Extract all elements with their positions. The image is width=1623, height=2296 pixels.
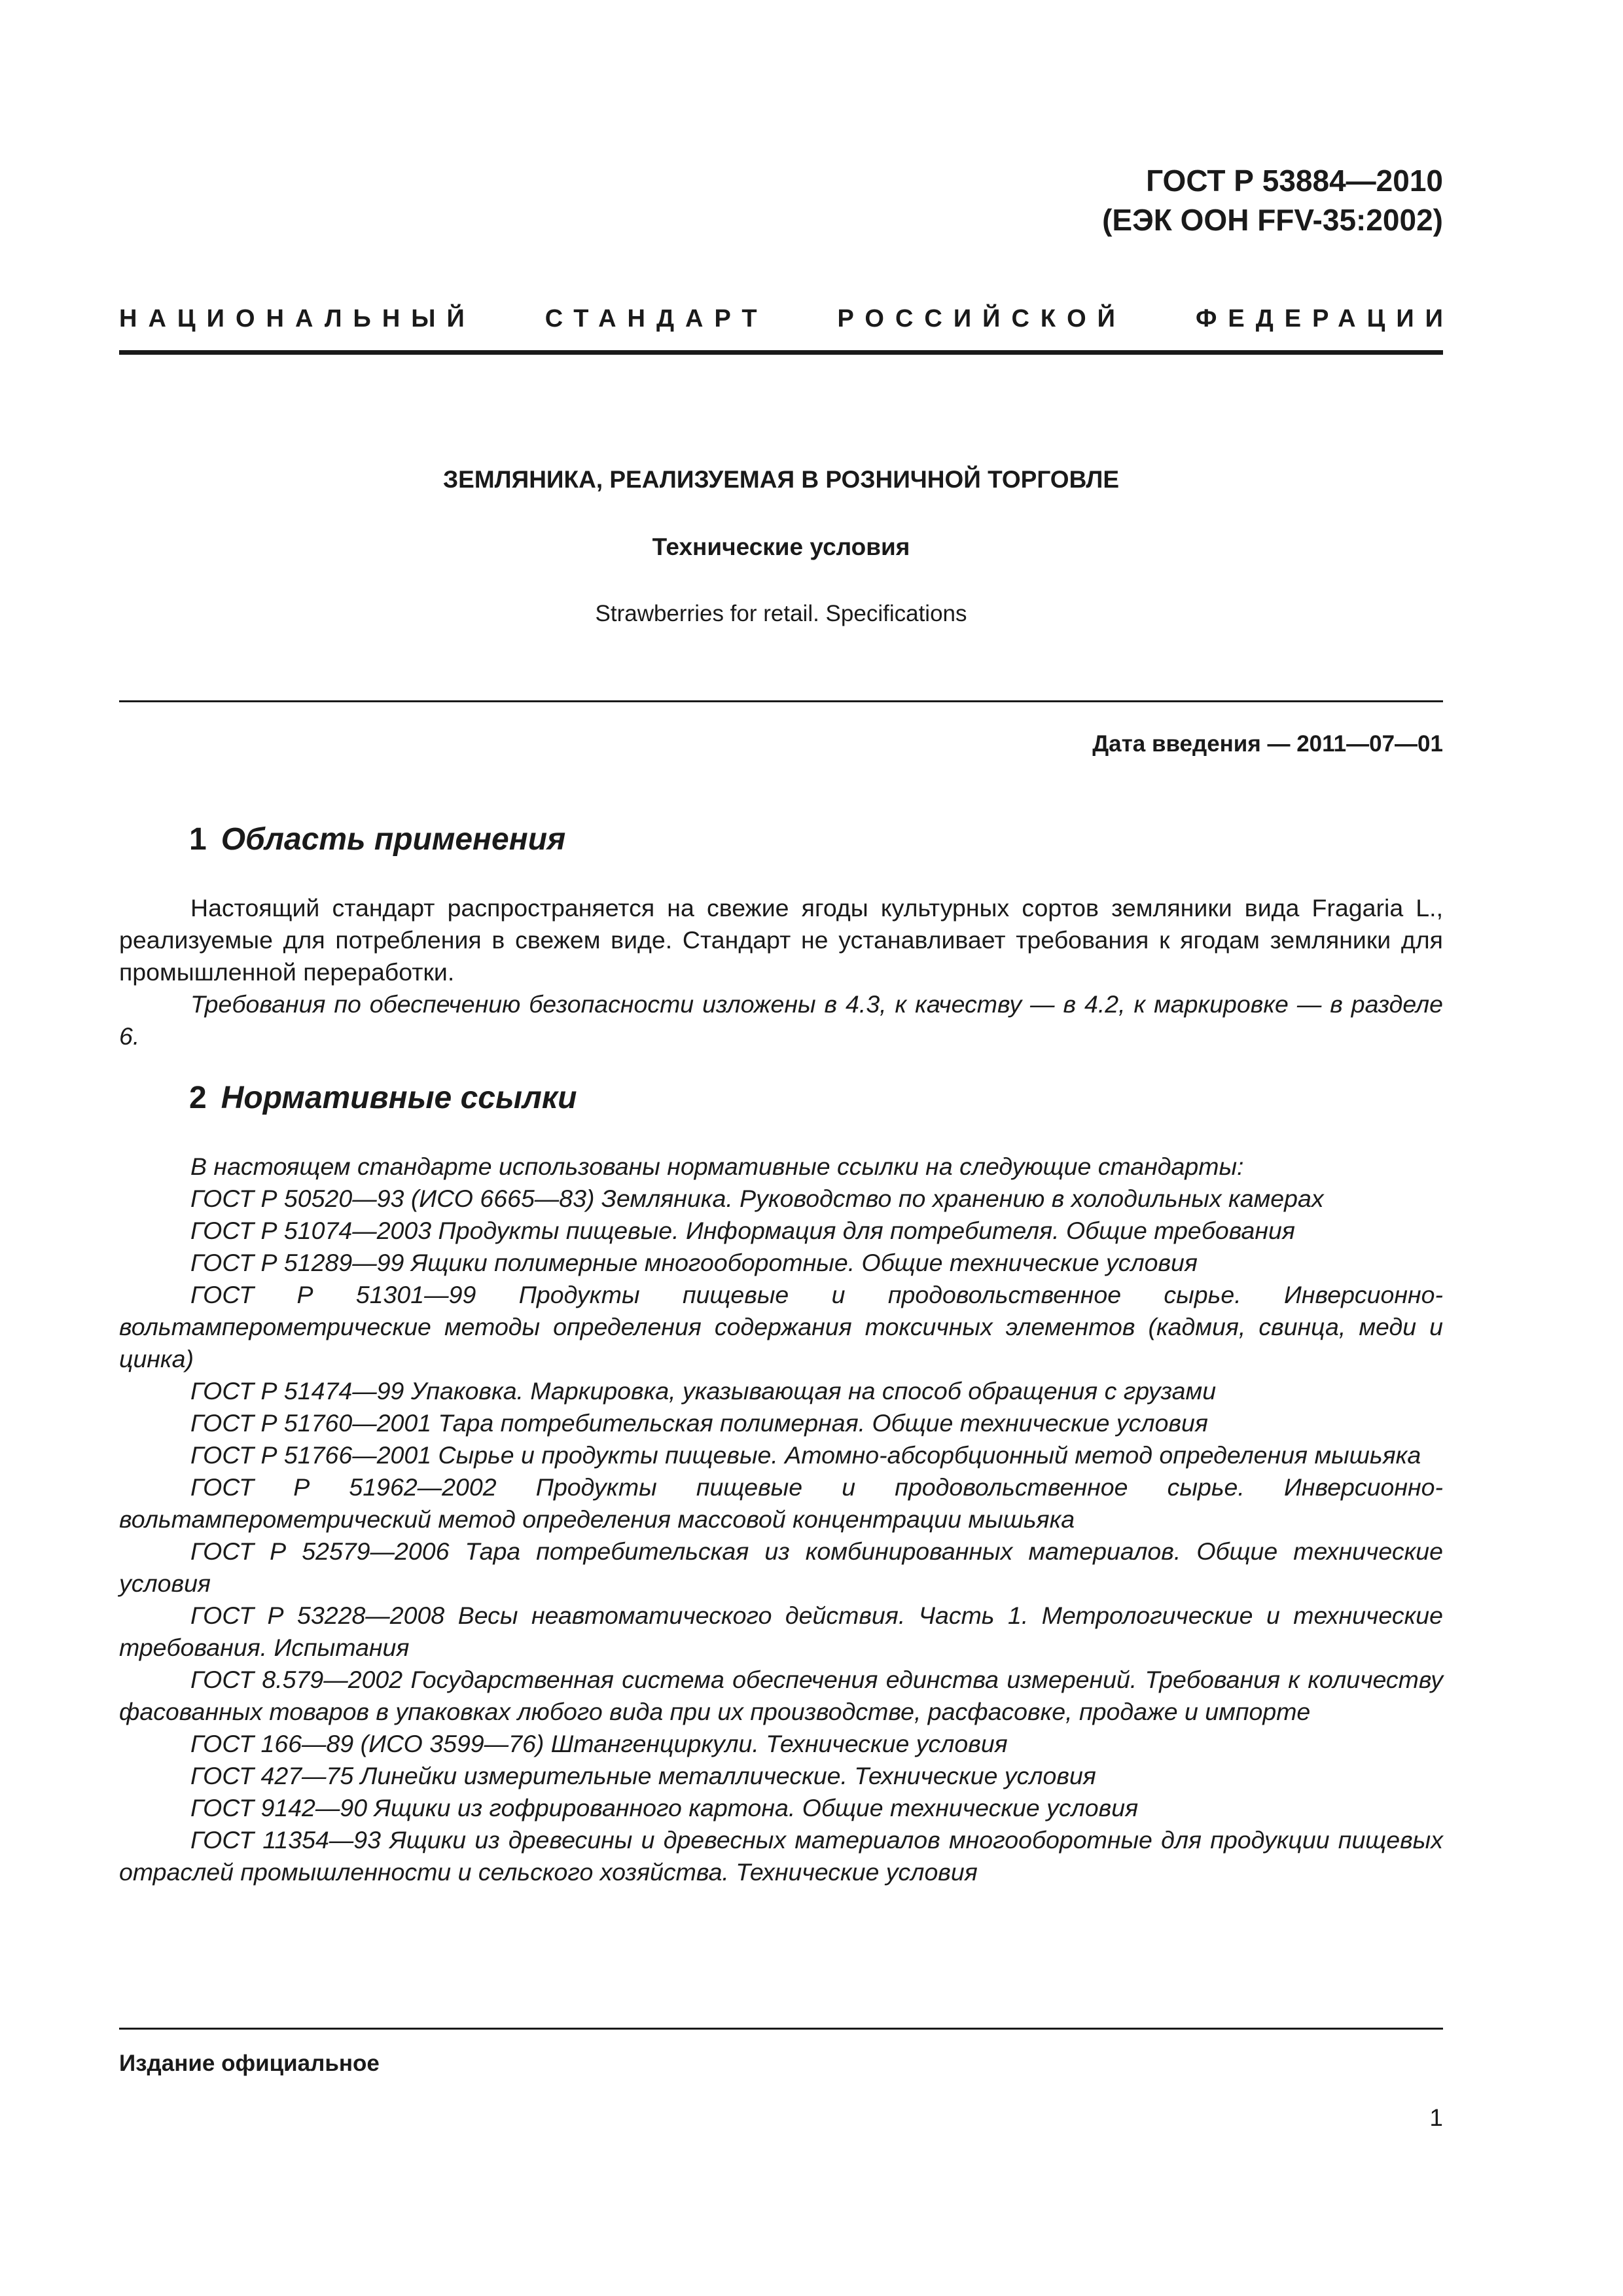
title-rule bbox=[119, 700, 1443, 702]
references-intro: В настоящем стандарте использованы нормативные ссылки на следующие стандарты: bbox=[190, 1153, 1244, 1180]
section-1-body bbox=[119, 892, 1443, 1052]
section-1-heading bbox=[189, 821, 565, 857]
section-title: Область применения bbox=[221, 822, 566, 857]
reference-item: ГОСТ Р 52579—2006 Тара потребительская из комбинированных материалов. Общие технические условия bbox=[119, 1537, 1443, 1597]
reference-item: ГОСТ Р 51474—99 Упаковка. Маркировка, указывающая на способ обращения с грузами bbox=[190, 1377, 1217, 1405]
banner-word: РОССИЙСКОЙ bbox=[837, 305, 1126, 332]
reference-item: ГОСТ Р 51760—2001 Тара потребительская полимерная. Общие технические условия bbox=[190, 1409, 1208, 1437]
banner-word: НАЦИОНАЛЬНЫЙ bbox=[119, 305, 476, 332]
introduction-date: Дата введения — 2011—07—01 bbox=[1092, 731, 1443, 757]
section-2-heading bbox=[189, 1080, 577, 1116]
safety-paragraph: Требования по обеспечению безопасности изложены в 4.3, к качеству — в 4.2, к маркировке — в разделе 6. bbox=[119, 990, 1443, 1050]
banner-word: ФЕДЕРАЦИИ bbox=[1195, 305, 1454, 332]
reference-item: ГОСТ Р 51289—99 Ящики полимерные многооборотные. Общие технические условия bbox=[190, 1249, 1198, 1276]
standard-equivalent: (ЕЭК ООН FFV-35:2002) bbox=[1102, 203, 1443, 237]
footer-rule bbox=[119, 2028, 1443, 2030]
reference-item: ГОСТ Р 51766—2001 Сырье и продукты пищевые. Атомно-абсорбционный метод определения мышьяка bbox=[190, 1441, 1421, 1469]
banner-word: СТАНДАРТ bbox=[544, 305, 768, 332]
scope-paragraph: Настоящий стандарт распространяется на свежие ягоды культурных сортов земляники вида Fragaria L., реализуемые для потребления в свежем виде. Стандарт не устанавливает требования к ягодам земляники для промышленной переработки. bbox=[119, 894, 1443, 986]
reference-item: ГОСТ Р 51962—2002 Продукты пищевые и продовольственное сырье. Инверсионно-вольтамперометрический метод определения массовой концентрации мышьяка bbox=[119, 1473, 1443, 1533]
reference-item: ГОСТ 8.579—2002 Государственная система обеспечения единства измерений. Требования к количеству фасованных товаров в упаковках любого вида при их производстве, расфасовке, продаже и импорте bbox=[119, 1666, 1443, 1725]
official-edition-note: Издание официальное bbox=[119, 2051, 380, 2076]
header-rule bbox=[119, 350, 1443, 355]
document-title: ЗЕМЛЯНИКА, РЕАЛИЗУЕМАЯ В РОЗНИЧНОЙ ТОРГОВЛЕ bbox=[442, 466, 1120, 493]
national-standard-banner bbox=[119, 305, 1454, 333]
reference-item: ГОСТ 166—89 (ИСО 3599—76) Штангенциркули. Технические условия bbox=[190, 1730, 1008, 1757]
reference-item: ГОСТ Р 51074—2003 Продукты пищевые. Информация для потребителя. Общие требования bbox=[190, 1217, 1295, 1244]
section-number: 2 bbox=[189, 1081, 207, 1115]
section-number: 1 bbox=[189, 822, 207, 857]
reference-item: ГОСТ Р 53228—2008 Весы неавтоматического действия. Часть 1. Метрологические и технические требования. Испытания bbox=[119, 1602, 1443, 1661]
reference-item: ГОСТ 9142—90 Ящики из гофрированного картона. Общие технические условия bbox=[190, 1794, 1139, 1821]
document-subtitle: Технические условия bbox=[652, 533, 910, 560]
english-title: Strawberries for retail. Specifications bbox=[595, 601, 967, 626]
reference-item: ГОСТ Р 50520—93 (ИСО 6665—83) Земляника. Руководство по хранению в холодильных камерах bbox=[190, 1185, 1324, 1212]
section-title: Нормативные ссылки bbox=[221, 1081, 577, 1115]
reference-item: ГОСТ 11354—93 Ящики из древесины и древесных материалов многооборотные для продукции пищевых отраслей промышленности и сельского хозяйства. Технические условия bbox=[119, 1826, 1443, 1886]
standard-designation bbox=[1102, 161, 1443, 240]
reference-item: ГОСТ Р 51301—99 Продукты пищевые и продовольственное сырье. Инверсионно-вольтамперометрические методы определения содержания токсичных элементов (кадмия, свинца, меди и цинка) bbox=[119, 1281, 1443, 1372]
reference-item: ГОСТ 427—75 Линейки измерительные металлические. Технические условия bbox=[190, 1762, 1096, 1789]
references-list bbox=[119, 1151, 1443, 1888]
page-number: 1 bbox=[1429, 2104, 1443, 2131]
standard-number: ГОСТ Р 53884—2010 bbox=[1146, 164, 1443, 198]
